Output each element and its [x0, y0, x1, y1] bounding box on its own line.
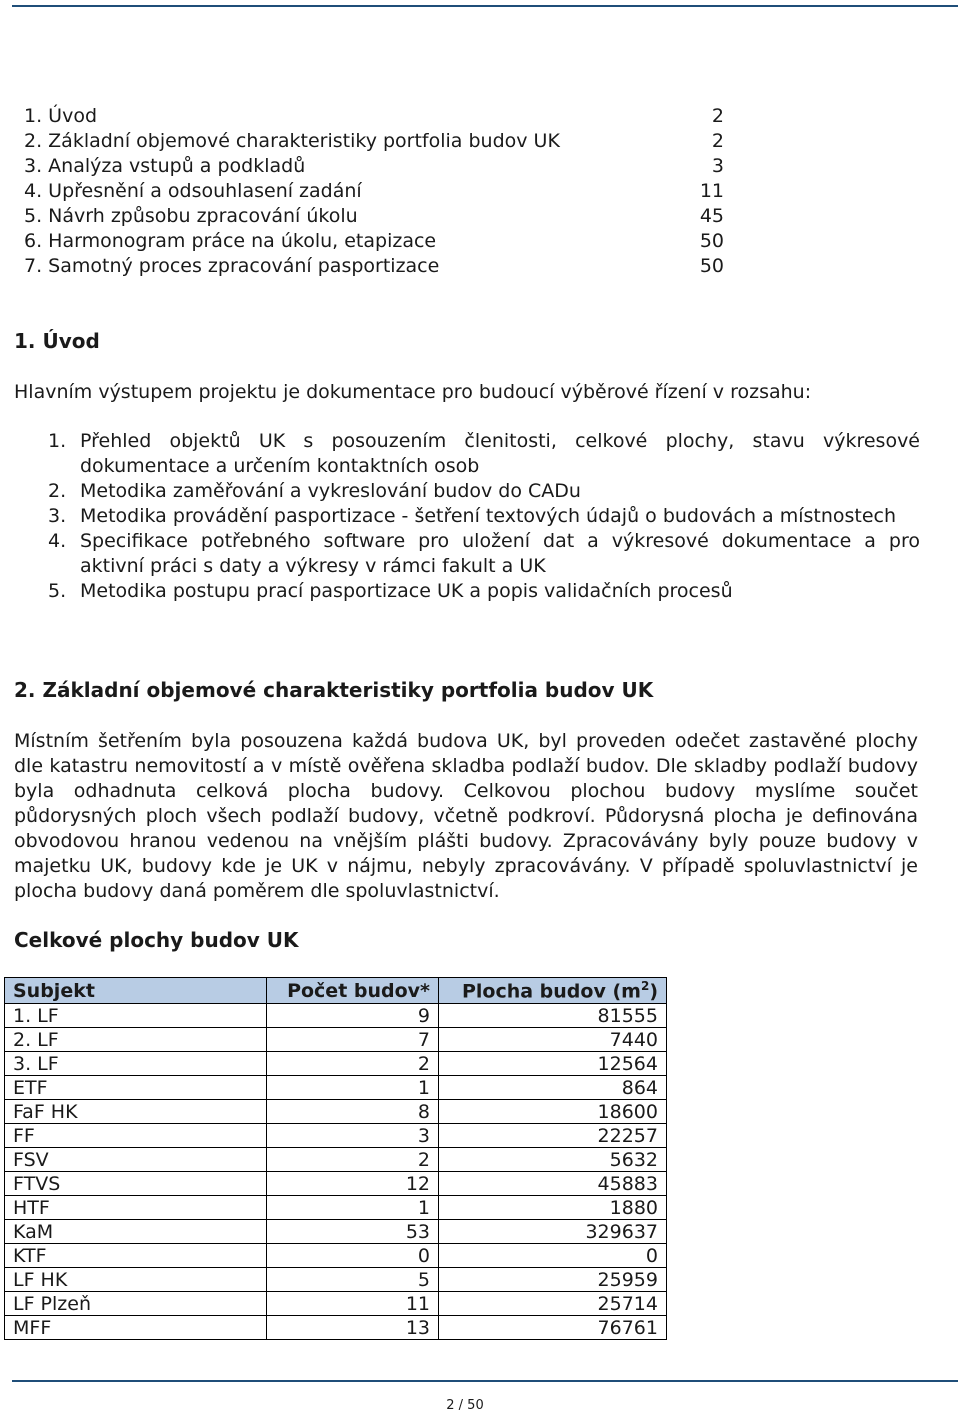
column-header-count: Počet budov*	[267, 978, 439, 1004]
cell-subject: KTF	[5, 1244, 267, 1268]
area-header-text: Plocha budov (m	[461, 980, 641, 1003]
cell-count: 3	[267, 1124, 439, 1148]
toc-label: 7. Samotný proces zpracování pasportizace	[24, 255, 440, 277]
list-text: Specifikace potřebného software pro uložení dat a výkresové dokumentace a pro aktivní práci s daty a výkresy v rámci fakult a UK	[80, 530, 920, 577]
cell-subject: LF Plzeň	[5, 1292, 267, 1316]
cell-area: 45883	[439, 1172, 667, 1196]
cell-area: 22257	[439, 1124, 667, 1148]
toc-row[interactable]	[24, 229, 724, 254]
section-1-heading: 1. Úvod	[14, 329, 100, 353]
cell-subject: HTF	[5, 1196, 267, 1220]
cell-area: 25714	[439, 1292, 667, 1316]
section-1-intro: Hlavním výstupem projektu je dokumentace pro budoucí výběrové řízení v rozsahu:	[14, 381, 812, 403]
cell-subject: FaF HK	[5, 1100, 267, 1124]
list-item	[48, 479, 920, 504]
toc-label: 6. Harmonogram práce na úkolu, etapizace	[24, 230, 437, 252]
list-number: 4.	[48, 530, 67, 552]
table-row	[5, 1100, 667, 1124]
cell-area: 12564	[439, 1052, 667, 1076]
table-row	[5, 1244, 667, 1268]
cell-count: 2	[267, 1052, 439, 1076]
list-item	[48, 579, 920, 604]
table-row	[5, 1148, 667, 1172]
cell-count: 12	[267, 1172, 439, 1196]
cell-subject: ETF	[5, 1076, 267, 1100]
cell-subject: 2. LF	[5, 1028, 267, 1052]
bottom-rule	[12, 1380, 958, 1382]
toc-label: 5. Návrh způsobu zpracování úkolu	[24, 205, 358, 227]
list-text: Metodika provádění pasportizace - šetření textových údajů o budovách a místnostech	[80, 505, 897, 527]
toc-row[interactable]	[24, 204, 724, 229]
table-row	[5, 1004, 667, 1028]
toc-page: 50	[699, 255, 724, 277]
toc-page: 50	[699, 230, 724, 252]
cell-count: 9	[267, 1004, 439, 1028]
toc-label: 4. Upřesnění a odsouhlasení zadání	[24, 180, 362, 202]
table-row	[5, 1076, 667, 1100]
section-2-paragraph: Místním šetřením byla posouzena každá budova UK, byl proveden odečet zastavěné plochy dle katastru nemovitostí a v místě ověřena skladba podlaží budov. Dle skladby podlaží budovy byla odhadnuta celková plocha budovy. Celkovou plochou budovy myslíme součet půdorysných ploch všech podlaží budovy, včetně podkroví. Půdorysná plocha je definována obvodovou hranou vedenou na vnějším plášti budovy. Zpracovávány byly pouze budovy v majetku UK, budovy kde je UK v nájmu, nebyly zpracovávány. V případě spoluvlastnictví je plocha budovy daná poměrem dle spoluvlastnictví.	[14, 730, 918, 902]
table-of-contents	[24, 104, 724, 279]
section-2-heading: 2. Základní objemové charakteristiky portfolia budov UK	[14, 678, 654, 702]
cell-area: 7440	[439, 1028, 667, 1052]
cell-area: 864	[439, 1076, 667, 1100]
toc-page: 2	[711, 105, 724, 127]
toc-page: 3	[711, 155, 724, 177]
cell-count: 11	[267, 1292, 439, 1316]
list-text: Přehled objektů UK s posouzením členitosti, celkové plochy, stavu výkresové dokumentace a určením kontaktních osob	[80, 430, 920, 477]
list-number: 1.	[48, 430, 67, 452]
table-row	[5, 1124, 667, 1148]
cell-subject: LF HK	[5, 1268, 267, 1292]
area-header-sup: 2	[640, 978, 650, 993]
table-row	[5, 1220, 667, 1244]
page-number: 2 / 50	[446, 1398, 484, 1413]
cell-area: 329637	[439, 1220, 667, 1244]
table-row	[5, 1292, 667, 1316]
list-text: Metodika zaměřování a vykreslování budov do CADu	[80, 480, 581, 502]
table-title: Celkové plochy budov UK	[14, 928, 299, 952]
cell-subject: 3. LF	[5, 1052, 267, 1076]
cell-area: 1880	[439, 1196, 667, 1220]
table-row	[5, 1052, 667, 1076]
cell-count: 5	[267, 1268, 439, 1292]
list-text: Metodika postupu prací pasportizace UK a popis validačních procesů	[80, 580, 733, 602]
toc-page: 11	[699, 180, 724, 202]
cell-area: 81555	[439, 1004, 667, 1028]
toc-label: 2. Základní objemové charakteristiky portfolia budov UK	[24, 130, 560, 152]
cell-subject: FF	[5, 1124, 267, 1148]
list-item	[48, 529, 920, 579]
cell-count: 13	[267, 1316, 439, 1340]
column-header-area	[439, 978, 667, 1004]
list-number: 5.	[48, 580, 67, 602]
cell-area: 5632	[439, 1148, 667, 1172]
toc-row[interactable]	[24, 154, 724, 179]
area-header-close: )	[649, 980, 658, 1003]
cell-count: 7	[267, 1028, 439, 1052]
cell-area: 25959	[439, 1268, 667, 1292]
toc-page: 2	[711, 130, 724, 152]
table-row	[5, 1028, 667, 1052]
list-number: 3.	[48, 505, 67, 527]
table-row	[5, 1316, 667, 1340]
table-row	[5, 1268, 667, 1292]
deliverables-list	[48, 429, 920, 604]
cell-count: 2	[267, 1148, 439, 1172]
toc-row[interactable]	[24, 104, 724, 129]
cell-area: 18600	[439, 1100, 667, 1124]
toc-label: 3. Analýza vstupů a podkladů	[24, 155, 306, 177]
cell-subject: MFF	[5, 1316, 267, 1340]
cell-count: 1	[267, 1076, 439, 1100]
list-number: 2.	[48, 480, 67, 502]
column-header-subject: Subjekt	[5, 978, 267, 1004]
cell-area: 76761	[439, 1316, 667, 1340]
cell-count: 1	[267, 1196, 439, 1220]
toc-row[interactable]	[24, 179, 724, 204]
cell-area: 0	[439, 1244, 667, 1268]
table-header-row	[5, 978, 667, 1004]
toc-label: 1. Úvod	[24, 105, 98, 127]
list-item	[48, 429, 920, 479]
buildings-table	[4, 977, 667, 1340]
toc-row[interactable]	[24, 254, 724, 279]
top-rule	[12, 5, 958, 7]
cell-subject: KaM	[5, 1220, 267, 1244]
table-row	[5, 1196, 667, 1220]
cell-count: 8	[267, 1100, 439, 1124]
cell-subject: 1. LF	[5, 1004, 267, 1028]
cell-subject: FSV	[5, 1148, 267, 1172]
cell-count: 0	[267, 1244, 439, 1268]
cell-subject: FTVS	[5, 1172, 267, 1196]
toc-row[interactable]	[24, 129, 724, 154]
cell-count: 53	[267, 1220, 439, 1244]
toc-page: 45	[699, 205, 724, 227]
table-row	[5, 1172, 667, 1196]
list-item	[48, 504, 920, 529]
